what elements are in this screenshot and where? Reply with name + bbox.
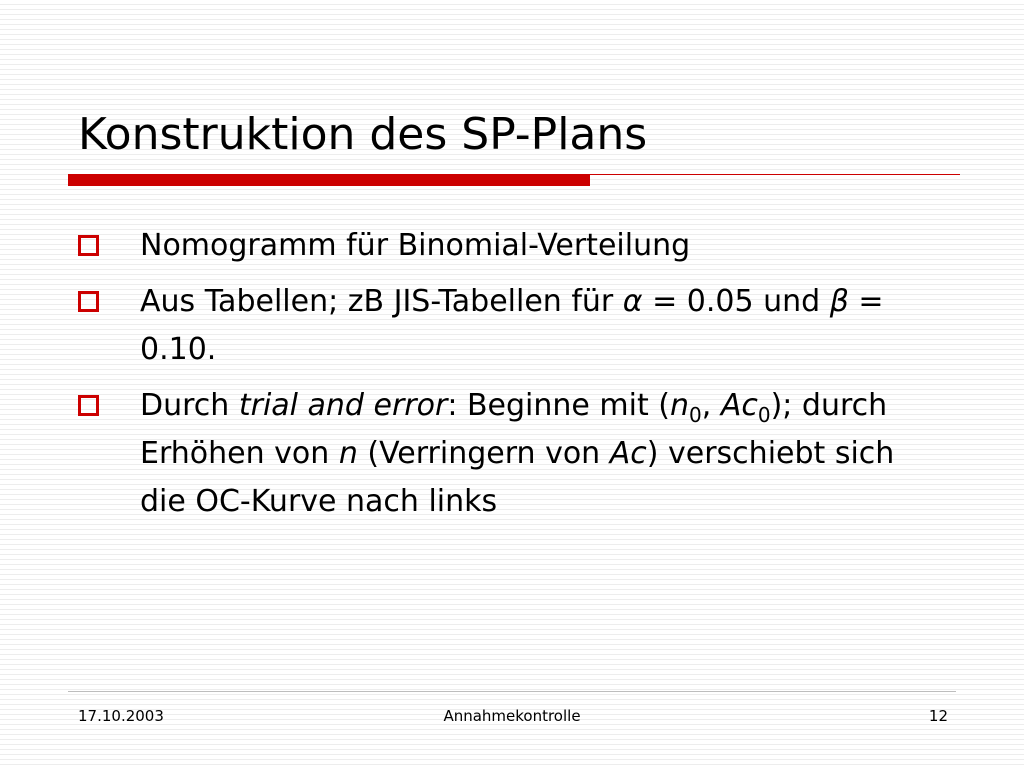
title-accent-bar <box>68 175 590 186</box>
bullet-square-icon <box>78 395 99 416</box>
bullet-item-trial <box>78 382 938 526</box>
text-segment: α <box>622 284 643 319</box>
text-segment: β <box>829 284 849 319</box>
text-segment: trial and error <box>238 388 448 423</box>
footer-page-number: 12 <box>928 707 948 725</box>
bullet-text <box>140 388 894 519</box>
bullet-square-icon <box>78 235 99 256</box>
bullet-list <box>78 222 938 534</box>
subscript-text: 0 <box>689 403 702 427</box>
text-segment: = 0.05 und <box>642 284 830 319</box>
bullet-item-tabellen <box>78 278 938 374</box>
text-segment: Nomogramm für Binomial-Verteilung <box>140 228 691 263</box>
text-segment: (Verringern von <box>357 436 610 471</box>
text-segment: n <box>338 436 358 471</box>
text-segment: = 0.10. <box>140 284 884 367</box>
text-segment: Durch <box>140 388 239 423</box>
text-segment: Ac <box>609 436 647 471</box>
bullet-text <box>140 284 884 367</box>
bullet-text <box>140 228 690 263</box>
footer-topic: Annahmekontrolle <box>443 707 581 725</box>
text-segment: ) verschiebt sich die OC-Kurve nach links <box>140 436 895 519</box>
slide-title: Konstruktion des SP-Plans <box>78 109 648 160</box>
text-segment: n <box>669 388 689 423</box>
bullet-square-icon <box>78 291 99 312</box>
text-segment: : Beginne mit ( <box>447 388 670 423</box>
text-segment: , <box>701 388 721 423</box>
bullet-item-binomial <box>78 222 938 270</box>
footer-date: 17.10.2003 <box>78 707 164 725</box>
text-segment: ); durch Erhöhen von <box>140 388 888 471</box>
subscript-text: 0 <box>757 403 771 427</box>
text-segment: Ac <box>720 388 758 423</box>
footer-divider <box>68 691 956 692</box>
text-segment: Aus Tabellen; zB JIS-Tabellen für <box>140 284 623 319</box>
